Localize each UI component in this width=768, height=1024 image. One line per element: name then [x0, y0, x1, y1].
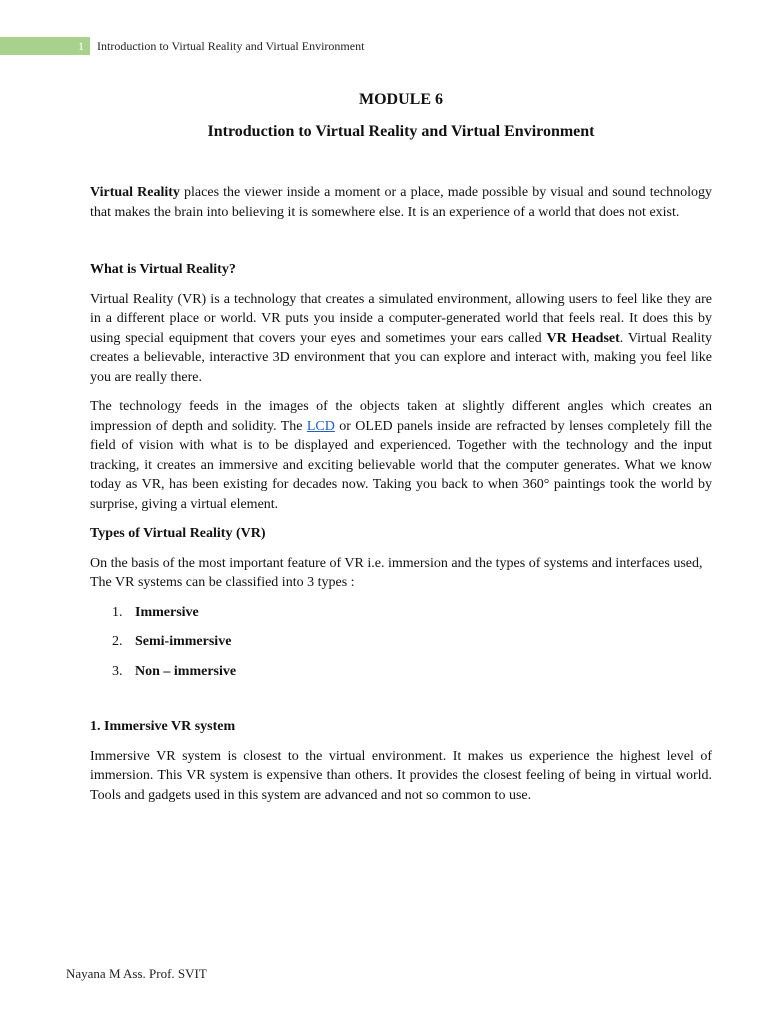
list-item	[112, 603, 712, 623]
running-header-title: Introduction to Virtual Reality and Virtual Environment	[97, 39, 365, 53]
list-number: 1.	[112, 604, 123, 620]
types-list	[112, 603, 712, 682]
lcd-link[interactable]: LCD	[306, 418, 335, 434]
list-item	[112, 632, 712, 652]
intro-paragraph	[90, 183, 712, 222]
immersive-paragraph: Immersive VR system is closest to the virtual environment. It makes us experience the highest level of immersion. This VR system is expensive than others. It provides the closest feeling of being in virtual world. Tools and gadgets used in this system are advanced and not so common to use.	[90, 748, 712, 803]
page-footer: Nayana M Ass. Prof. SVIT	[66, 966, 207, 981]
intro-bold-lead: Virtual Reality	[90, 185, 180, 200]
intro-text: places the viewer inside a moment or a place, made possible by visual and sound technology that makes the brain into believing it is somewhere else. It is an experience of a world that does not exist.	[90, 185, 712, 220]
module-title: MODULE 6	[359, 91, 443, 108]
vr-headset-term: VR Headset	[546, 330, 620, 346]
what-is-p2-b: or OLED panels inside are refracted by lenses completely fill the field of vision with what is to be displayed and experienced. Together with the technology and the input tracking, it creates an immersive and exciting believable world that the computer generates. What we know today as VR, has been existing for decades now. Taking you back to when 360° paintings took the world by surprise, giving a virtual element.	[90, 418, 712, 512]
document-title: Introduction to Virtual Reality and Virtual Environment	[207, 122, 595, 140]
what-is-p2-a: The technology feeds in the images of the objects taken at slightly different angles which creates an impression of depth and solidity. The	[90, 399, 712, 434]
page-number: 1	[78, 39, 84, 53]
document-body	[90, 90, 712, 805]
what-is-p1-a: Virtual Reality (VR) is a technology that creates a simulated environment, allowing users to feel like they are in a different place or world. VR puts you inside a computer-generated world that feels real. It does this by using special equipment that covers your eyes and sometimes your ears called	[90, 291, 712, 346]
what-is-heading: What is Virtual Reality?	[90, 262, 236, 277]
what-is-p1-b: . Virtual Reality creates a believable, interactive 3D environment that you can explore and interact with, making you feel like you are really there.	[90, 330, 713, 385]
types-intro: On the basis of the most important feature of VR i.e. immersion and the types of systems and interfaces used, The VR systems can be classified into 3 types :	[90, 555, 703, 590]
list-label: Immersive	[135, 604, 199, 620]
list-number: 3.	[112, 663, 123, 679]
immersive-heading: 1. Immersive VR system	[90, 719, 236, 734]
list-label: Non – immersive	[135, 663, 237, 679]
list-number: 2.	[112, 634, 123, 649]
what-is-paragraph-1	[90, 290, 712, 388]
what-is-paragraph-2	[90, 397, 712, 514]
types-heading: Types of Virtual Reality (VR)	[90, 526, 266, 541]
list-label: Semi-immersive	[135, 634, 232, 649]
list-item	[112, 662, 712, 682]
